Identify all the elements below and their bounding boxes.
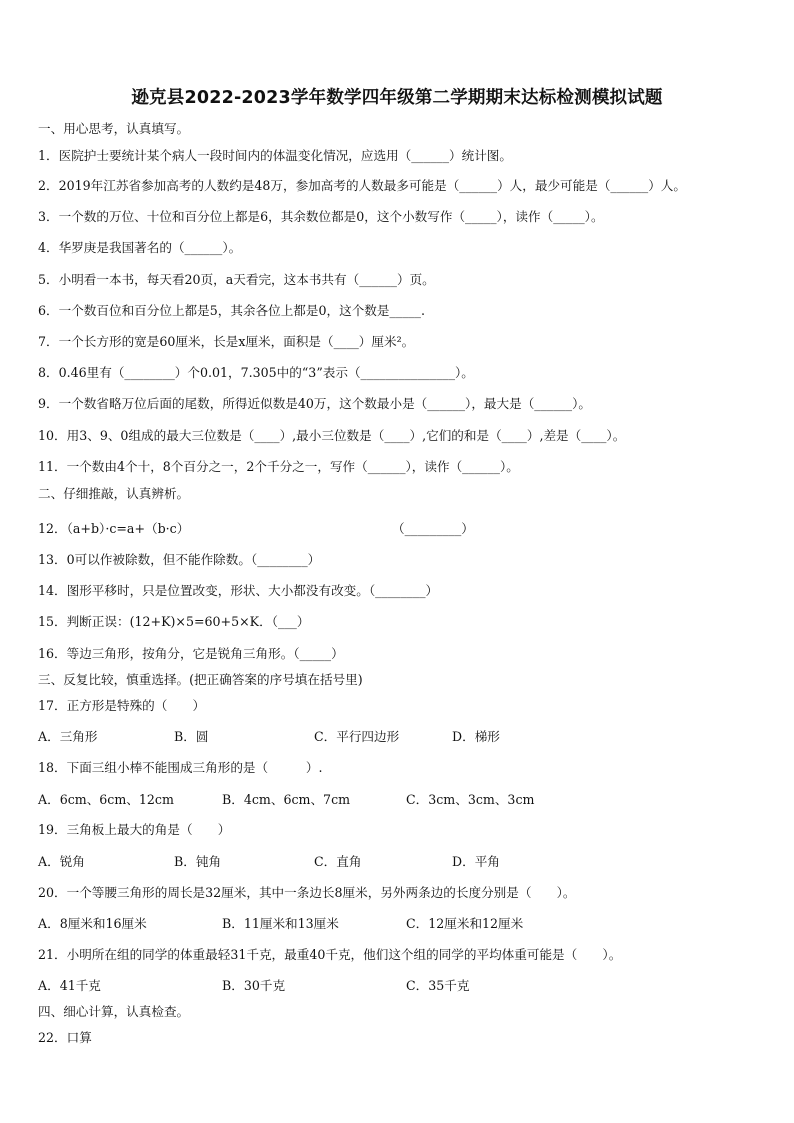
question-6: 6．一个数百位和百分位上都是5，其余各位上都是0，这个数是_____. <box>38 303 425 318</box>
option-17-d: D．梯形 <box>452 729 500 744</box>
question-11: 11．一个数由4个十，8个百分之一，2个千分之一，写作（______），读作（______）。 <box>38 459 519 474</box>
question-15: 15．判断正误：(12+K)×5=60+5×K．（___） <box>38 614 310 629</box>
option-20-c: C．12厘米和12厘米 <box>406 916 524 931</box>
question-3: 3．一个数的万位、十位和百分位上都是6，其余数位都是0，这个小数写作（_____），读作（_____）。 <box>38 209 604 224</box>
section-heading-1: 一、用心思考，认真填写。 <box>38 121 190 136</box>
option-21-c: C．35千克 <box>406 978 470 993</box>
option-19-d: D．平角 <box>452 854 500 869</box>
option-21-b: B．30千克 <box>222 978 286 993</box>
option-20-b: B．11厘米和13厘米 <box>222 916 339 931</box>
question-21: 21．小明所在组的同学的体重最轻31千克，最重40千克，他们这个组的同学的平均体重可能是（ ）。 <box>38 947 622 962</box>
option-18-b: B．4cm、6cm、7cm <box>222 792 351 807</box>
question-20: 20．一个等腰三角形的周长是32厘米，其中一条边长8厘米，另外两条边的长度分别是（ ）。 <box>38 885 576 900</box>
question-16: 16．等边三角形，按角分，它是锐角三角形。（_____） <box>38 646 344 661</box>
question-8: 8．0.46里有（________）个0.01，7.305中的“3”表示（_______________）。 <box>38 365 474 380</box>
option-19-c: C．直角 <box>314 854 362 869</box>
question-12: 12．（a+b）·c=a+（b·c） <box>38 521 190 536</box>
option-21-a: A．41千克 <box>38 978 101 993</box>
option-19-b: B．钝角 <box>174 854 222 869</box>
question-17: 17．正方形是特殊的（ ） <box>38 698 206 713</box>
option-18-c: C．3cm、3cm、3cm <box>406 792 535 807</box>
option-18-a: A．6cm、6cm、12cm <box>38 792 174 807</box>
option-19-a: A．锐角 <box>38 854 85 869</box>
question-10: 10．用3、9、0组成的最大三位数是（____）,最小三位数是（____）,它们的和是（____）,差是（____）。 <box>38 428 626 443</box>
question-22: 22．口算 <box>38 1030 92 1045</box>
section-heading-2: 二、仔细推敲，认真辨析。 <box>38 486 190 501</box>
question-2: 2．2019年江苏省参加高考的人数约是48万，参加高考的人数最多可能是（______）人，最少可能是（______）人。 <box>38 178 686 193</box>
option-17-c: C．平行四边形 <box>314 729 400 744</box>
question-5: 5．小明看一本书，每天看20页，a天看完，这本书共有（______）页。 <box>38 272 435 287</box>
question-12-answer-blank: （_________） <box>392 521 474 536</box>
option-17-b: B．圆 <box>174 729 209 744</box>
question-7: 7．一个长方形的宽是60厘米，长是x厘米，面积是（____）厘米²。 <box>38 334 415 349</box>
section-heading-4: 四、细心计算，认真检查。 <box>38 1004 190 1019</box>
option-17-a: A．三角形 <box>38 729 98 744</box>
question-14: 14．图形平移时，只是位置改变，形状、大小都没有改变。（________） <box>38 583 439 598</box>
question-13: 13．0可以作被除数，但不能作除数。（________） <box>38 552 321 567</box>
question-1: 1．医院护士要统计某个病人一段时间内的体温变化情况，应选用（______）统计图。 <box>38 148 512 163</box>
option-20-a: A．8厘米和16厘米 <box>38 916 147 931</box>
question-9: 9．一个数省略万位后面的尾数，所得近似数是40万，这个数最小是（______），最大是（______）。 <box>38 396 591 411</box>
question-4: 4．华罗庚是我国著名的（______）。 <box>38 240 242 255</box>
question-19: 19．三角板上最大的角是（ ） <box>38 822 231 837</box>
section-heading-3: 三、反复比较，慎重选择。(把正确答案的序号填在括号里) <box>38 672 363 687</box>
question-18: 18．下面三组小棒不能围成三角形的是（ ）. <box>38 760 323 775</box>
page-title: 逊克县2022-2023学年数学四年级第二学期期末达标检测模拟试题 <box>131 88 663 108</box>
